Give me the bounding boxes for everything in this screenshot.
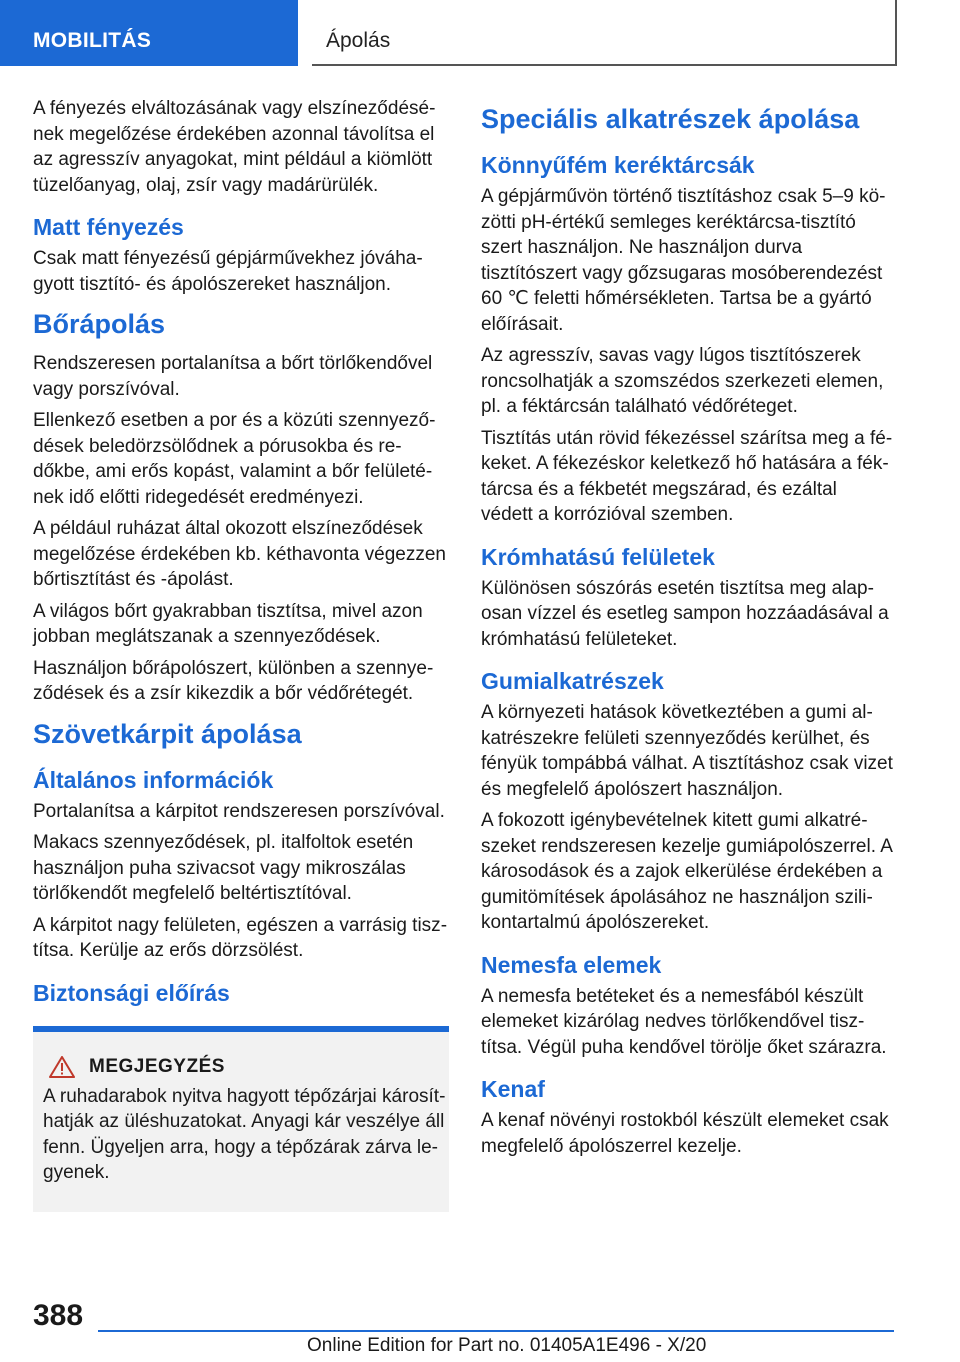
- chapter-title: Ápolás: [326, 29, 391, 52]
- left-column: [33, 96, 449, 1212]
- notice-header: [43, 1056, 449, 1078]
- general-paragraph-1: Portalanítsa a kárpitot rendszeresen porszívóval.: [33, 800, 445, 822]
- matt-heading: Matt fényezés: [33, 214, 184, 240]
- rubber-heading: Gumialkatrészek: [481, 668, 664, 694]
- leather-paragraph-1: Rendszeresen portalanítsa a bőrt törlőkendővel vagy porszívóval.: [33, 353, 433, 400]
- wood-heading: Nemesfa elemek: [481, 951, 662, 978]
- leather-paragraph-3: A például ruházat által okozott elszíneződések megelőzése érdekében kb. kéthavonta végezzen bőrtisztítást és -ápolást.: [33, 518, 446, 590]
- wood-paragraph: A nemesfa betéteket és a nemesfából készült elemeket kizárólag nedves törlőkendővel tisztítsa. Végül puha kendővel törölje őket szárazra.: [481, 985, 887, 1058]
- matt-paragraph: Csak matt fényezésű gépjárművekhez jóváhagyott tisztító- és ápolószereket használjon.: [33, 248, 423, 295]
- kenaf-heading: Kenaf: [481, 1076, 545, 1102]
- notice-box: [33, 1026, 449, 1212]
- safety-heading: Biztonsági előírás: [33, 979, 230, 1006]
- notice-title: MEGJEGYZÉS: [89, 1055, 225, 1077]
- special-parts-heading: Speciális alkatrészek ápolása: [481, 104, 860, 134]
- chrome-heading: Krómhatású felületek: [481, 543, 715, 570]
- footer-edition: Online Edition for Part no. 01405A1E496 - X/20: [307, 1335, 707, 1356]
- kenaf-paragraph: A kenaf növényi rostokból készült elemeket csak megfelelő ápolószerrel kezelje.: [481, 1110, 889, 1157]
- wheels-heading: Könnyűfém keréktárcsák: [481, 152, 755, 178]
- general-paragraph-3: A kárpitot nagy felületen, egészen a varrásig tisztítsa. Kerülje az erős dörzsölést.: [33, 914, 448, 961]
- leather-paragraph-2: Ellenkező esetben a por és a közúti szennyeződések beledörzsölődnek a pórusokba és redőkbe, ami erős kopást, valamint a bőr felületének idő előtti ridegedését eredményezi.: [33, 410, 436, 508]
- warning-triangle-icon: [49, 1056, 75, 1078]
- footer-divider: [98, 1330, 894, 1332]
- general-info-heading: Általános információk: [33, 766, 274, 793]
- rubber-paragraph-2: A fokozott igénybevételnek kitett gumi alkatrészeket rendszeresen kezelje gumiápolószerrel. A károsodások és a zajok elkerülése érdekében a gumitömítések ápolásához ne használjon szilikontartalmú ápolószereket.: [481, 810, 892, 933]
- rubber-paragraph-1: A környezeti hatások következtében a gumi alkatrészekre felületi szennyeződés kerülhet, és fényük tompábbá válhat. A tisztításhoz csak vizet és megfelelő ápolószert használjon.: [481, 702, 893, 800]
- page-number: 388: [33, 1299, 84, 1332]
- section-tab: [0, 0, 298, 66]
- section-label: MOBILITÁS: [33, 29, 152, 52]
- leather-heading: Bőrápolás: [33, 309, 166, 339]
- right-column: [481, 96, 893, 1165]
- chapter-header: [312, 0, 897, 66]
- leather-paragraph-5: Használjon bőrápolószert, különben a szennyeződések és a zsír kikezdik a bőr védőrétegét.: [33, 657, 434, 704]
- wheels-paragraph-1: A gépjárművön történő tisztításhoz csak 5–9 közötti pH-értékű semleges keréktárcsa-tisztító szert használjon. Ne használjon durva tisztítószert vagy gőzsugaras mosóberendezést 60 ℃ feletti hőmérsékleten. Tartsa be a gyártó előírásait.: [481, 186, 886, 335]
- chrome-paragraph: Különösen sószórás esetén tisztítsa meg alaposan vízzel és esetleg sampon hozzáadásával a krómhatású felületeket.: [481, 577, 889, 650]
- leather-paragraph-4: A világos bőrt gyakrabban tisztítsa, mivel azon jobban meglátszanak a szennyeződések.: [33, 600, 423, 647]
- wheels-paragraph-3: Tisztítás után rövid fékezéssel szárítsa meg a fékeket. A fékezéskor keletkező hő hatására a féktárcsa és a fékbetét megszárad, és ezáltal védett a korrózióval szemben.: [481, 427, 893, 525]
- notice-text: A ruhadarabok nyitva hagyott tépőzárjai károsíthatják az üléshuzatokat. Anyagi kár veszélye áll fenn. Ügyeljen arra, hogy a tépőzárak zárva legyenek.: [43, 1085, 446, 1183]
- wheels-paragraph-2: Az agresszív, savas vagy lúgos tisztítószerek roncsolhatják a szomszédos szerkezeti elemen, pl. a féktárcsán található védőréteget.: [481, 345, 884, 417]
- general-paragraph-2: Makacs szennyeződések, pl. italfoltok esetén használjon puha szivacsot vagy mikroszálas törlőkendőt megfelelő beltértisztítóval.: [33, 832, 414, 904]
- textile-heading: Szövetkárpit ápolása: [33, 718, 302, 749]
- intro-paragraph: A fényezés elváltozásának vagy elszíneződésének megelőzése érdekében azonnal távolítsa el az agresszív anyagokat, mint például a kiömlött tüzelőanyag, olaj, zsír vagy madárürülék.: [33, 98, 436, 196]
